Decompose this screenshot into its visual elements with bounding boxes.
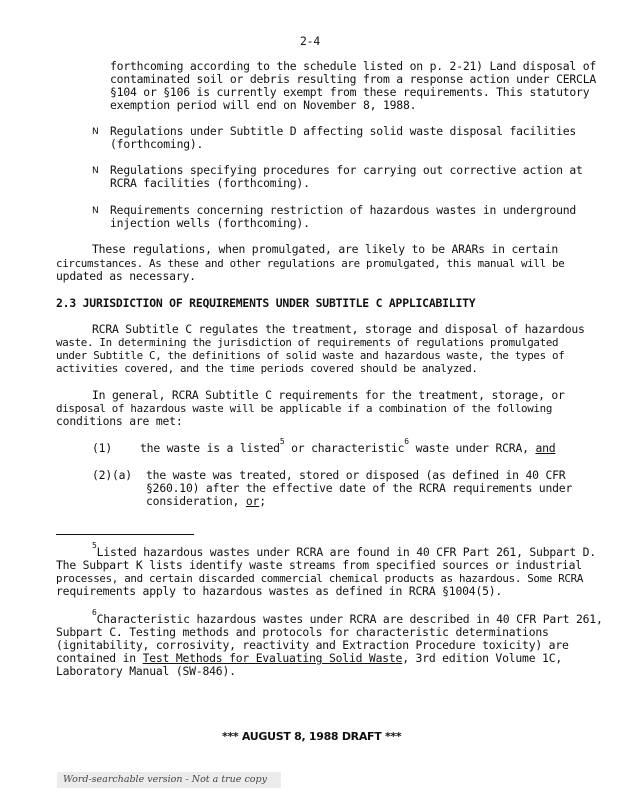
condition-number: (2)(a): [92, 468, 132, 482]
paragraph-line: contaminated soil or debris resulting from a response action under CERCLA: [110, 72, 597, 86]
footnote-line: requirements apply to hazardous wastes as defined in RCRA §1004(5).: [56, 584, 503, 598]
condition-text: the waste was treated, stored or disposed (as defined in 40 CFR: [146, 468, 566, 482]
paragraph-line: circumstances. As these and other regulations are promulgated, this manual will be: [56, 257, 565, 270]
page-number: 2-4: [300, 34, 320, 48]
paragraph-line: RCRA Subtitle C regulates the treatment, storage and disposal of hazardous: [92, 322, 585, 336]
footnote-5: $^5$Listed hazardous wastes under RCRA are found in 40 CFR Part 261, Subpart D.: [92, 541, 596, 559]
condition-text: the waste is a listed$^5$ or characteristic$^6$ waste under RCRA, and: [140, 437, 556, 455]
section-heading: 2.3 JURISDICTION OF REQUIREMENTS UNDER SUBTITLE C APPLICABILITY: [56, 296, 476, 310]
watermark-banner: Word-searchable version - Not a true copy: [57, 772, 281, 788]
bullet-line: injection wells (forthcoming).: [110, 216, 310, 230]
paragraph-line: under Subtitle C, the definitions of solid waste and hazardous waste, the types of: [56, 349, 565, 362]
paragraph-line: forthcoming according to the schedule listed on p. 2-21) Land disposal of: [110, 59, 597, 73]
footnote-line: processes, and certain discarded commercial chemical products as hazardous. Some RCRA: [56, 572, 584, 585]
bullet-line: Requirements concerning restriction of hazardous wastes in underground: [110, 203, 577, 217]
condition-number: (1): [92, 441, 112, 455]
bullet-line: (forthcoming).: [110, 137, 204, 151]
paragraph-line: These regulations, when promulgated, are likely to be ARARs in certain: [92, 242, 559, 256]
bullet-marker: N: [92, 166, 99, 176]
footnote-line: contained in Test Methods for Evaluating Solid Waste, 3rd edition Volume 1C,: [56, 651, 563, 665]
bullet-line: Regulations under Subtitle D affecting solid waste disposal facilities: [110, 124, 577, 138]
paragraph-line: waste. In determining the jurisdiction of requirements of regulations promulgated: [56, 336, 559, 349]
paragraph-line: §104 or §106 is currently exempt from these requirements. This statutory: [110, 85, 590, 99]
footnote-line: The Subpart K lists identify waste streams from specified sources or industrial: [56, 558, 582, 572]
footnote-separator: [56, 534, 194, 535]
draft-footer: *** AUGUST 8, 1988 DRAFT ***: [222, 730, 402, 743]
footnote-line: (ignitability, corrosivity, reactivity and Extraction Procedure toxicity) are: [56, 638, 569, 652]
bullet-line: RCRA facilities (forthcoming).: [110, 176, 310, 190]
footnote-line: Laboratory Manual (SW-846).: [56, 664, 236, 678]
footnote-ref: 5: [279, 437, 285, 447]
bullet-line: Regulations specifying procedures for carrying out corrective action at: [110, 163, 583, 177]
condition-text: consideration, or;: [146, 494, 266, 508]
footnote-ref: 6: [404, 437, 409, 447]
paragraph-line: exemption period will end on November 8, 1988.: [110, 98, 417, 112]
paragraph-line: conditions are met:: [56, 414, 183, 428]
bullet-marker: N: [92, 206, 99, 216]
footnote-line: Subpart C. Testing methods and protocols for characteristic determinations: [56, 625, 549, 639]
condition-text: §260.10) after the effective date of the RCRA requirements under: [146, 481, 573, 495]
paragraph-line: activities covered, and the time periods covered should be analyzed.: [56, 362, 478, 375]
paragraph-line: updated as necessary.: [56, 269, 196, 283]
bullet-marker: N: [92, 127, 99, 137]
paragraph-line: disposal of hazardous waste will be applicable if a combination of the following: [56, 402, 553, 415]
paragraph-line: In general, RCRA Subtitle C requirements for the treatment, storage, or: [92, 388, 565, 402]
footnote-6: $^6$Characteristic hazardous wastes under RCRA are described in 40 CFR Part 261,: [92, 608, 603, 626]
